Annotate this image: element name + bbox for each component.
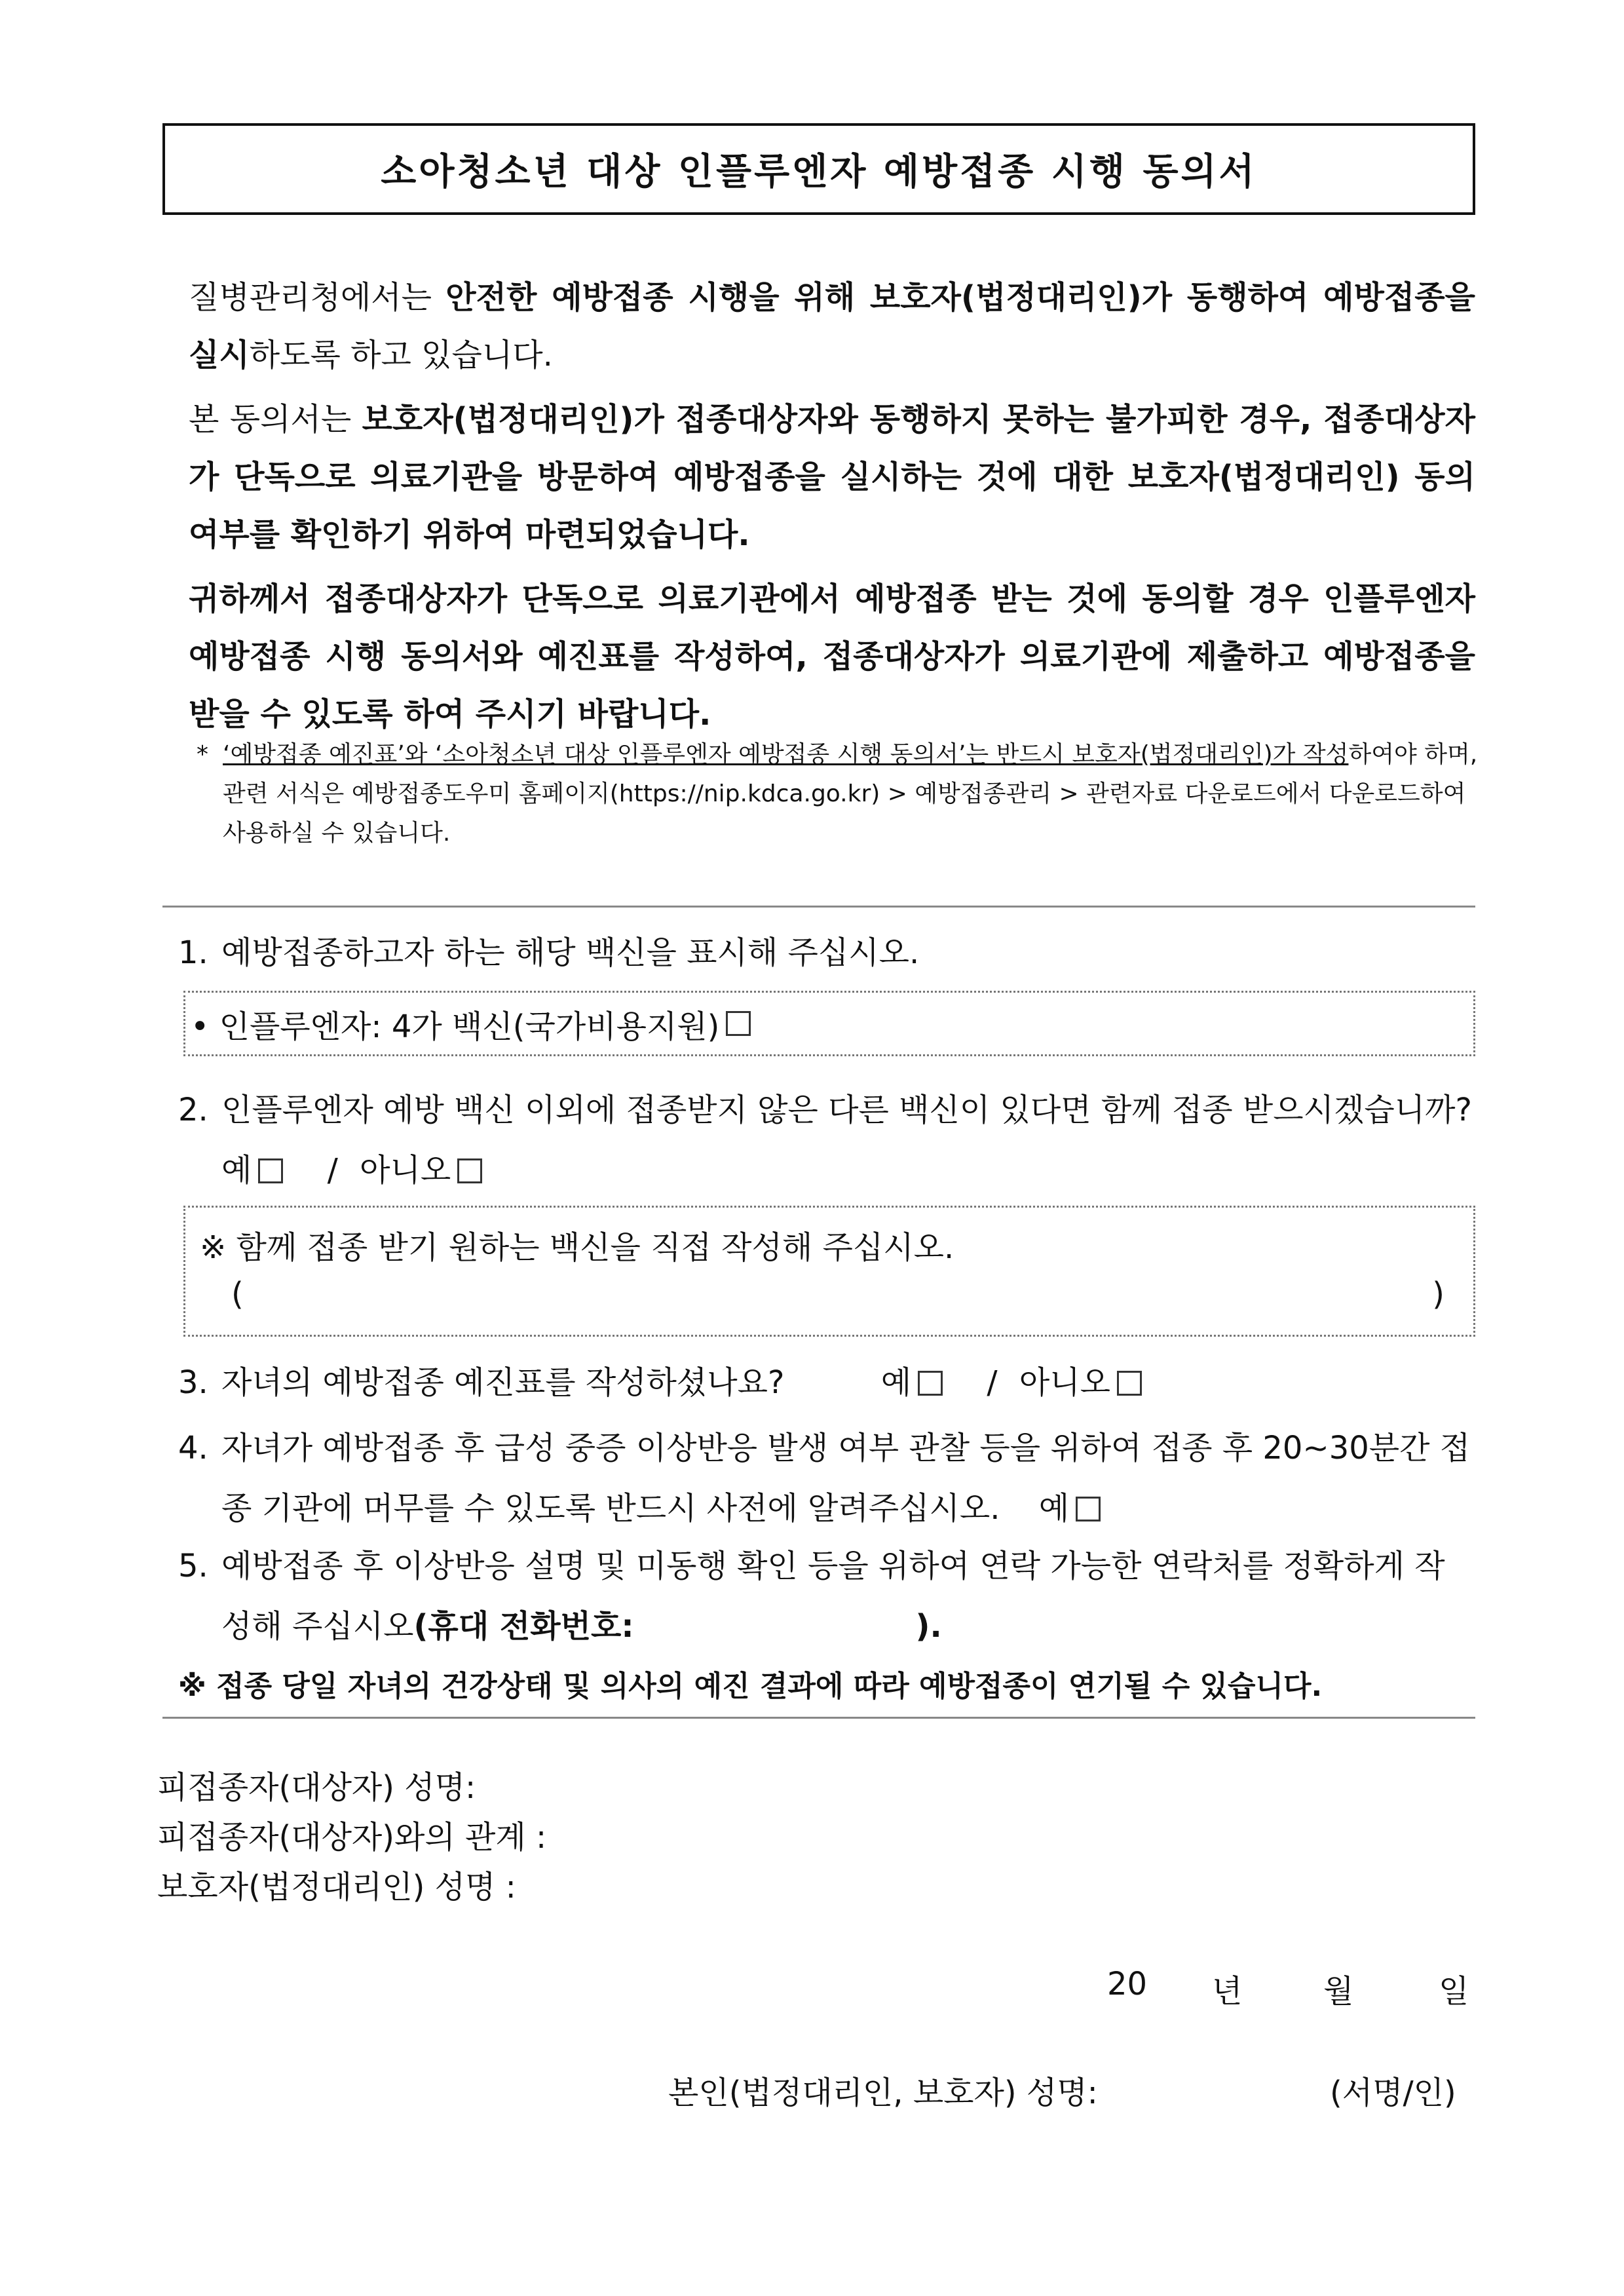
note-rest-text: 하여야 하며, 관련 서식은 예방접종도우미 홈페이지(https://nip.kdca.go.kr) > 예방접종관리 > 관련자료 다운로드에서 다운로드하여 사용하실 수 있습니다. bbox=[223, 741, 1478, 847]
intro-paragraph-3: 귀하께서 접종대상자가 단독으로 의료기관에서 예방접종 받는 것에 동의할 경우 인플루엔자 예방접종 시행 동의서와 예진표를 작성하여, 접종대상자가 의료기관에 제출하고 예방접종을 받을 수 있도록 하여 주시기 바랍니다. bbox=[189, 581, 1475, 733]
document-title: 소아청소년 대상 인플루엔자 예방접종 시행 동의서 bbox=[381, 151, 1257, 193]
postponement-warning: ※ 접종 당일 자녀의 건강상태 및 의사의 예진 결과에 따라 예방접종이 연기될 수 있습니다. bbox=[178, 1670, 1323, 1703]
question-2-separator: / bbox=[327, 1152, 338, 1189]
question-2-yes-checkbox[interactable] bbox=[258, 1158, 283, 1183]
question-1-text: 예방접종하고자 하는 해당 백신을 표시해 주십시오. bbox=[221, 934, 920, 971]
intro-paragraph-1 bbox=[157, 269, 1475, 384]
intro-p1-bold: 안전한 예방접종 시행을 위해 보호자(법정대리인)가 동행하여 예방접종을 실시 bbox=[189, 279, 1476, 373]
question-2-no-checkbox[interactable] bbox=[457, 1158, 482, 1183]
intro-p1-lead: 질병관리청에서는 bbox=[189, 279, 446, 316]
question-3-number: 3. bbox=[178, 1364, 208, 1401]
question-4 bbox=[178, 1418, 1482, 1539]
date-month-unit: 월 bbox=[1323, 1973, 1354, 2010]
question-5-text: 예방접종 후 이상반응 설명 및 미동행 확인 등을 위하여 연락 가능한 연락처를 정확하게 작성해 주십시오 bbox=[221, 1548, 1445, 1645]
question-4-number: 4. bbox=[178, 1430, 208, 1466]
date-year-unit: 년 bbox=[1212, 1973, 1243, 2010]
additional-vaccine-paren-open: ( bbox=[231, 1276, 244, 1312]
question-2-yes-label: 예 bbox=[221, 1152, 252, 1189]
question-3-no-label: 아니오 bbox=[1019, 1364, 1110, 1401]
question-1 bbox=[178, 923, 1482, 983]
intro-p1-tail: 하도록 하고 있습니다. bbox=[249, 337, 553, 373]
relationship-label: 피접종자(대상자)와의 관계 : bbox=[157, 1819, 547, 1856]
question-2 bbox=[178, 1080, 1482, 1200]
phone-number-label: (휴대 전화번호: bbox=[413, 1608, 634, 1645]
influenza-4valent-checkbox[interactable] bbox=[726, 1011, 751, 1036]
question-4-text: 자녀가 예방접종 후 급성 중증 이상반응 발생 여부 관찰 등을 위하여 접종 후 20~30분간 접종 기관에 머무를 수 있도록 반드시 사전에 알려주십시오. bbox=[221, 1430, 1471, 1527]
question-4-yes-checkbox[interactable] bbox=[1076, 1497, 1101, 1521]
phone-number-close: ). bbox=[915, 1608, 942, 1645]
influenza-4valent-option-label: • 인플루엔자: 4가 백신(국가비용지원) bbox=[191, 1008, 720, 1045]
question-3-text: 자녀의 예방접종 예진표를 작성하셨나요? bbox=[221, 1364, 785, 1401]
additional-vaccine-paren-close: ) bbox=[1432, 1276, 1445, 1312]
question-2-text: 인플루엔자 예방 백신 이외에 접종받지 않은 다른 백신이 있다면 함께 접종 받으시겠습니까? bbox=[221, 1092, 1472, 1128]
question-5-body bbox=[221, 1536, 1473, 1656]
signature-mark: (서명/인) bbox=[1330, 2075, 1456, 2111]
intro-paragraph-2 bbox=[157, 391, 1475, 564]
intro-p2-lead: 본 동의서는 bbox=[189, 401, 362, 438]
document-title-box bbox=[162, 123, 1475, 215]
additional-vaccine-input[interactable] bbox=[257, 1276, 1424, 1315]
intro-p2-bold: 보호자(법정대리인)가 접종대상자와 동행하지 못하는 불가피한 경우, 접종대상자가 단독으로 의료기관을 방문하여 예방접종을 실시하는 것에 대한 보호자(법정대리인) 동의 여부를 확인하기 위하여 마련되었습니다. bbox=[189, 401, 1475, 553]
question-4-body bbox=[221, 1418, 1473, 1539]
question-3-no-checkbox[interactable] bbox=[1117, 1371, 1142, 1396]
note-asterisk: * bbox=[197, 741, 208, 768]
download-note bbox=[197, 735, 1481, 853]
question-3-yes-label: 예 bbox=[880, 1364, 912, 1401]
guardian-name-label: 보호자(법정대리인) 성명 : bbox=[157, 1869, 516, 1905]
question-3 bbox=[178, 1352, 1482, 1413]
note-underlined-text: ‘예방접종 예진표’와 ‘소아청소년 대상 인플루엔자 예방접종 시행 동의서’는 반드시 보호자(법정대리인)가 작성 bbox=[223, 741, 1349, 768]
additional-vaccine-box bbox=[183, 1206, 1475, 1337]
question-5-number: 5. bbox=[178, 1548, 208, 1584]
question-2-no-label: 아니오 bbox=[360, 1152, 451, 1189]
signer-name-label: 본인(법정대리인, 보호자) 성명: bbox=[668, 2075, 1098, 2111]
question-1-option-box bbox=[183, 991, 1475, 1056]
divider-top bbox=[162, 906, 1475, 908]
question-3-yes-checkbox[interactable] bbox=[918, 1371, 943, 1396]
question-3-separator: / bbox=[987, 1364, 998, 1401]
question-2-answers bbox=[178, 1140, 1482, 1200]
date-year: 20 bbox=[1107, 1966, 1148, 2002]
divider-bottom bbox=[162, 1717, 1475, 1719]
question-4-yes-label: 예 bbox=[1038, 1490, 1070, 1527]
recipient-name-label: 피접종자(대상자) 성명: bbox=[157, 1769, 476, 1806]
question-1-number: 1. bbox=[178, 934, 208, 971]
date-day-unit: 일 bbox=[1439, 1973, 1469, 2010]
question-5 bbox=[178, 1536, 1482, 1656]
additional-vaccine-instruction: ※ 함께 접종 받기 원하는 백신을 직접 작성해 주십시오. bbox=[200, 1229, 954, 1266]
question-2-number: 2. bbox=[178, 1092, 208, 1128]
